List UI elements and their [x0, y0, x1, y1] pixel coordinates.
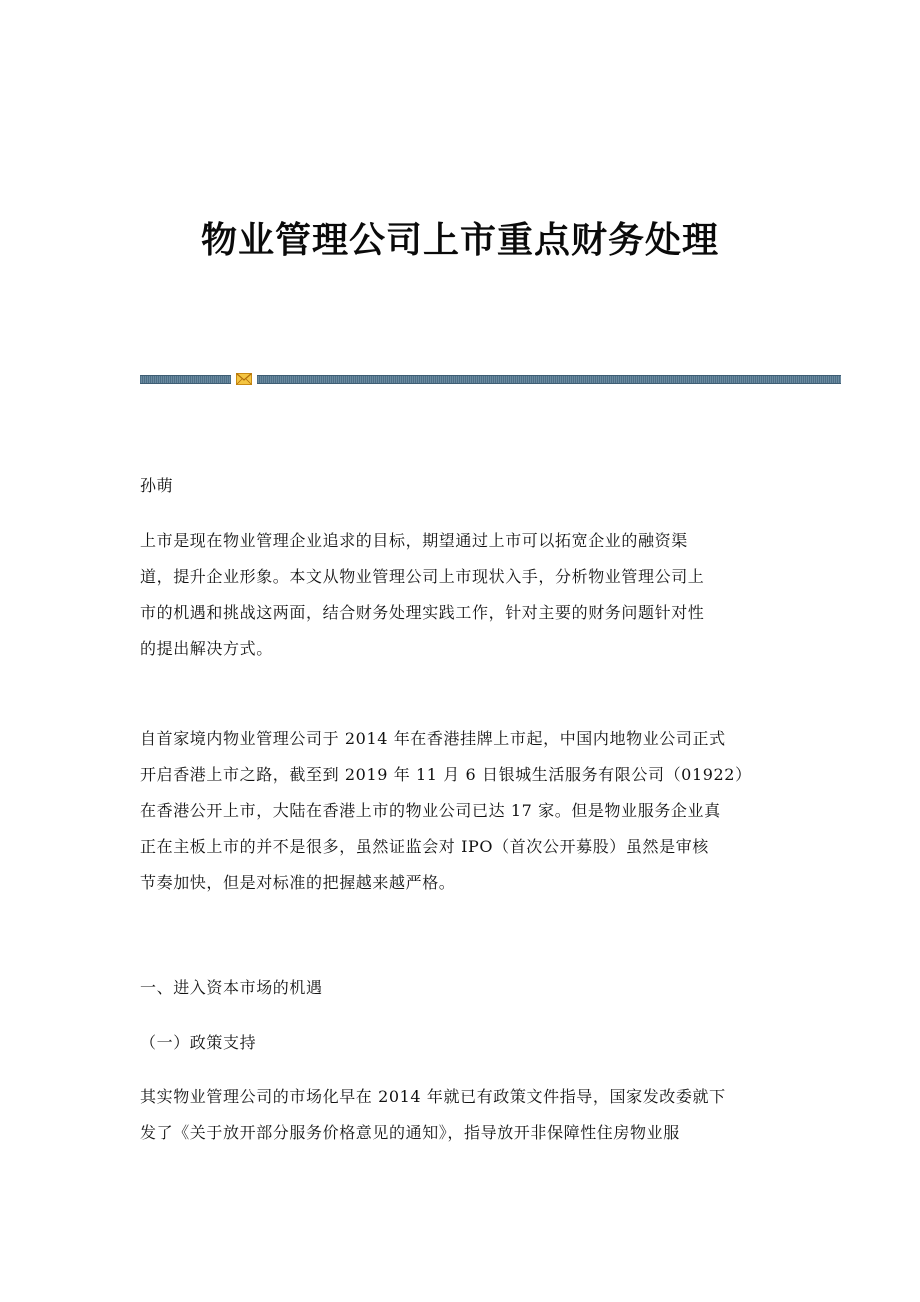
- intro-paragraph: [140, 721, 780, 901]
- text-line: 发了《关于放开部分服务价格意见的通知》，指导放开非保障性住房物业服: [140, 1123, 680, 1142]
- section-heading: 一、进入资本市场的机遇: [140, 978, 323, 997]
- divider-bar-right: [257, 375, 841, 384]
- title-divider: [140, 373, 841, 385]
- abstract-paragraph: [140, 523, 780, 667]
- text-line: 开启香港上市之路，截至到 2019 年 11 月 6 日银城生活服务有限公司（01922）: [140, 765, 752, 784]
- text-line: 其实物业管理公司的市场化早在 2014 年就已有政策文件指导，国家发改委就下: [140, 1087, 726, 1106]
- document-title: 物业管理公司上市重点财务处理: [200, 220, 719, 261]
- envelope-ornament-icon: [236, 373, 252, 385]
- text-line: 自首家境内物业管理公司于 2014 年在香港挂牌上市起，中国内地物业公司正式: [140, 729, 726, 748]
- text-line: 节奏加快，但是对标准的把握越来越严格。: [140, 873, 456, 892]
- text-line: 道，提升企业形象。本文从物业管理公司上市现状入手，分析物业管理公司上: [140, 567, 705, 586]
- text-line: 上市是现在物业管理企业追求的目标，期望通过上市可以拓宽企业的融资渠: [140, 531, 688, 550]
- subsection-heading: （一）政策支持: [140, 1033, 257, 1052]
- text-line: 在香港公开上市，大陆在香港上市的物业公司已达 17 家。但是物业服务企业真: [140, 801, 721, 820]
- divider-bar-left: [140, 375, 231, 384]
- author-name: 孙萌: [140, 476, 174, 495]
- text-line: 正在主板上市的并不是很多，虽然证监会对 IPO（首次公开募股）虽然是审核: [140, 837, 709, 856]
- text-line: 的提出解决方式。: [140, 639, 273, 658]
- policy-paragraph: [140, 1079, 780, 1151]
- text-line: 市的机遇和挑战这两面，结合财务处理实践工作，针对主要的财务问题针对性: [140, 603, 705, 622]
